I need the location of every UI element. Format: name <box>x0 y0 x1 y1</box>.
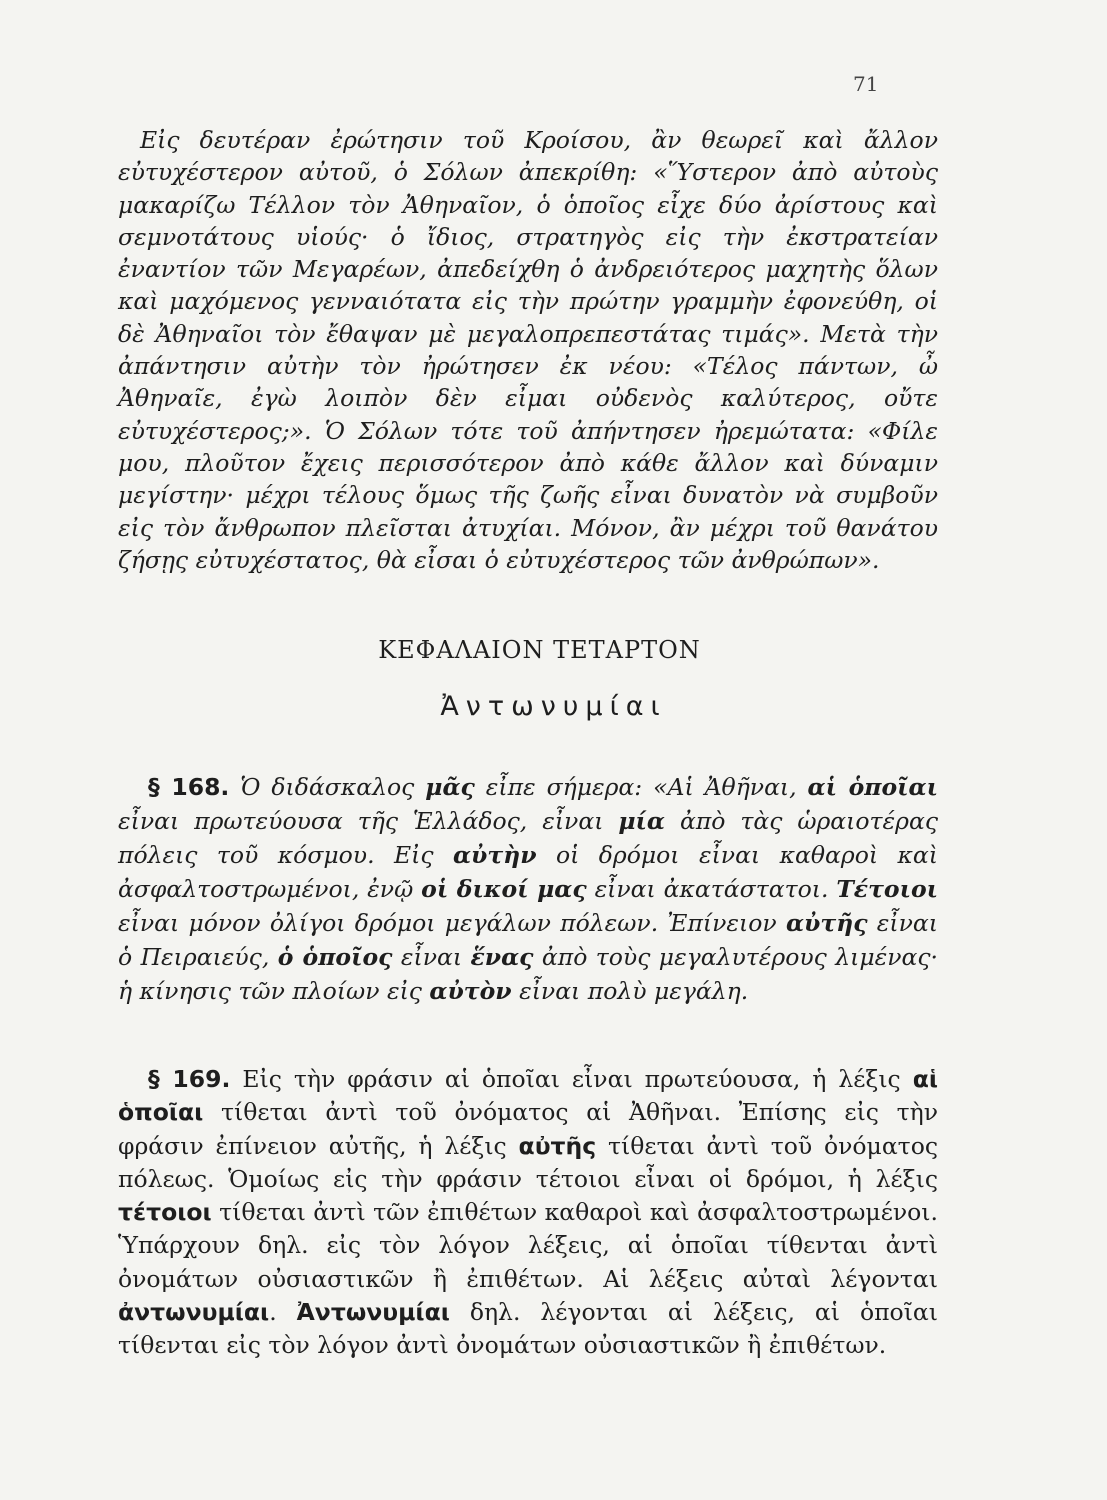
text-run: δηλ. λέγονται αἱ λέξεις, αἱ ὁποῖαι τίθενται εἰς τὸν λόγον ἀντὶ ὀνομάτων οὐσιαστικῶν ἢ ἐπιθέτων. <box>118 1298 938 1360</box>
bold-term: τέτοιοι <box>118 1198 212 1227</box>
bold-pronoun: αὐτὸν <box>429 977 512 1005</box>
text-run: ἀπὸ τὰς ὡραιοτέρας πόλεις τοῦ κόσμου. Εἰς <box>118 807 938 869</box>
bold-pronoun: ἕνας <box>470 943 534 971</box>
bold-term: αἱ ὁποῖαι <box>118 1065 939 1127</box>
bold-pronoun: αὐτὴν <box>452 841 537 869</box>
bold-pronoun: ὁ ὁποῖος <box>277 943 393 971</box>
bold-pronoun: Τέτοιοι <box>836 875 938 903</box>
page-number: 71 <box>853 72 879 96</box>
bold-pronoun: αἱ ὁποῖαι <box>807 773 939 801</box>
text-run: τίθεται ἀντὶ τῶν ἐπιθέτων καθαροὶ καὶ ἀσφαλτοστρωμένοι. Ὑπάρχουν δηλ. εἰς τὸν λόγον λέξεις, αἱ ὁποῖαι τίθενται ἀντὶ ὀνομάτων οὐσιαστικῶν ἢ ἐπιθέτων. Αἱ λέξεις αὐταὶ λέγονται <box>118 1198 938 1293</box>
text-run: ἀπὸ τοὺς μεγαλυτέρους λιμένας· ἡ κίνησις τῶν πλοίων εἰς <box>118 943 938 1005</box>
text-run: εἶναι πολὺ μεγάλη. <box>511 977 749 1005</box>
chapter-heading-text: ΚΕΦΑΛΑΙΟΝ ΤΕΤΑΡΤΟΝ <box>378 636 701 664</box>
bold-pronoun: μᾶς <box>425 773 475 801</box>
text-run: Ὁ διδάσκαλος <box>229 773 426 801</box>
bold-term: Ἀντωνυμίαι <box>296 1298 450 1327</box>
text-run: εἶπε σήμερα: «Αἱ Ἀθῆναι, <box>474 773 808 801</box>
text-run: εἶναι ὁ Πειραιεύς, <box>118 909 938 971</box>
text-run: εἶναι ἀκατάστατοι. <box>586 875 837 903</box>
text-run: εἶναι μόνον ὀλίγοι δρόμοι μεγάλων πόλεων. Ἐπίνειον <box>118 909 786 937</box>
text-run: εἶναι <box>392 943 471 971</box>
bold-term: αὐτῆς <box>518 1131 597 1160</box>
section-title <box>0 691 1107 722</box>
text-run: τίθεται ἀντὶ τοῦ ὀνόματος πόλεως. Ὁμοίως εἰς τὴν φράσιν τέτοιοι εἶναι οἱ δρόμοι, ἡ λέξις <box>118 1131 938 1193</box>
section-168-paragraph <box>118 770 938 1008</box>
text-run: . <box>269 1298 297 1327</box>
section-title-text: Ἀντωνυμίαι <box>440 691 667 722</box>
text-run: τίθεται ἀντὶ τοῦ ὀνόματος αἱ Ἀθῆναι. Ἐπίσης εἰς τὴν φράσιν ἐπίνειον αὐτῆς, ἡ λέξις <box>118 1098 938 1160</box>
bold-term: ἀντωνυμίαι <box>118 1298 270 1327</box>
text-run: Εἰς τὴν φράσιν αἱ ὁποῖαι εἶναι πρωτεύουσα, ἡ λέξις <box>230 1065 913 1093</box>
bold-pronoun: αὐτῆς <box>785 909 868 937</box>
section-169-paragraph <box>118 1063 938 1363</box>
solon-croesus-paragraph: Εἰς δευτέραν ἐρώτησιν τοῦ Κροίσου, ἂν θεωρεῖ καὶ ἄλλον εὐτυχέστερον αὐτοῦ, ὁ Σόλων ἀπεκρίθη: «Ὕστερον ἀπὸ αὐτοὺς μακαρίζω Τέλλον τὸν Ἀθηναῖον, ὁ ὁποῖος εἶχε δύο ἀρίστους καὶ σεμνοτάτους υἱούς· ὁ ἴδιος, στρατηγὸς εἰς τὴν ἐκστρατείαν ἐναντίον τῶν Μεγαρέων, ἀπεδείχθη ὁ ἀνδρειότερος μαχητὴς ὅλων καὶ μαχόμενος γενναιότατα εἰς τὴν πρώτην γραμμὴν ἐφονεύθη, οἱ δὲ Ἀθηναῖοι τὸν ἔθαψαν μὲ μεγαλοπρεπεστάτας τιμάς». Μετὰ τὴν ἀπάντησιν αὐτὴν τὸν ἠρώτησεν ἐκ νέου: «Τέλος πάντων, ὦ Ἀθηναῖε, ἐγὼ λοιπὸν δὲν εἶμαι οὐδενὸς καλύτερος, οὔτε εὐτυχέστερος;». Ὁ Σόλων τότε τοῦ ἀπήντησεν ἠρεμώτατα: «Φίλε μου, πλοῦτον ἔχεις περισσότερον ἀπὸ κάθε ἄλλον καὶ δύναμιν μεγίστην· μέχρι τέλους ὅμως τῆς ζωῆς εἶναι δυνατὸν νὰ συμβοῦν εἰς τὸν ἄνθρωπον πλεῖσται ἀτυχίαι. Μόνον, ἂν μέχρι τοῦ θανάτου ζήσῃς εὐτυχέστατος, θὰ εἶσαι ὁ εὐτυχέστερος τῶν ἀνθρώπων». <box>118 126 938 574</box>
section-169-number: § 169. <box>148 1065 231 1093</box>
bold-pronoun: οἱ δικοί μας <box>421 875 587 903</box>
text-run: εἶναι πρωτεύουσα τῆς Ἑλλάδος, εἶναι <box>118 807 619 835</box>
text-run: οἱ δρόμοι εἶναι καθαροὶ καὶ ἀσφαλτοστρωμένοι, ἐνῷ <box>118 841 938 903</box>
chapter-heading <box>0 636 1107 664</box>
section-168-number: § 168. <box>148 773 230 801</box>
bold-pronoun: μία <box>618 807 666 835</box>
